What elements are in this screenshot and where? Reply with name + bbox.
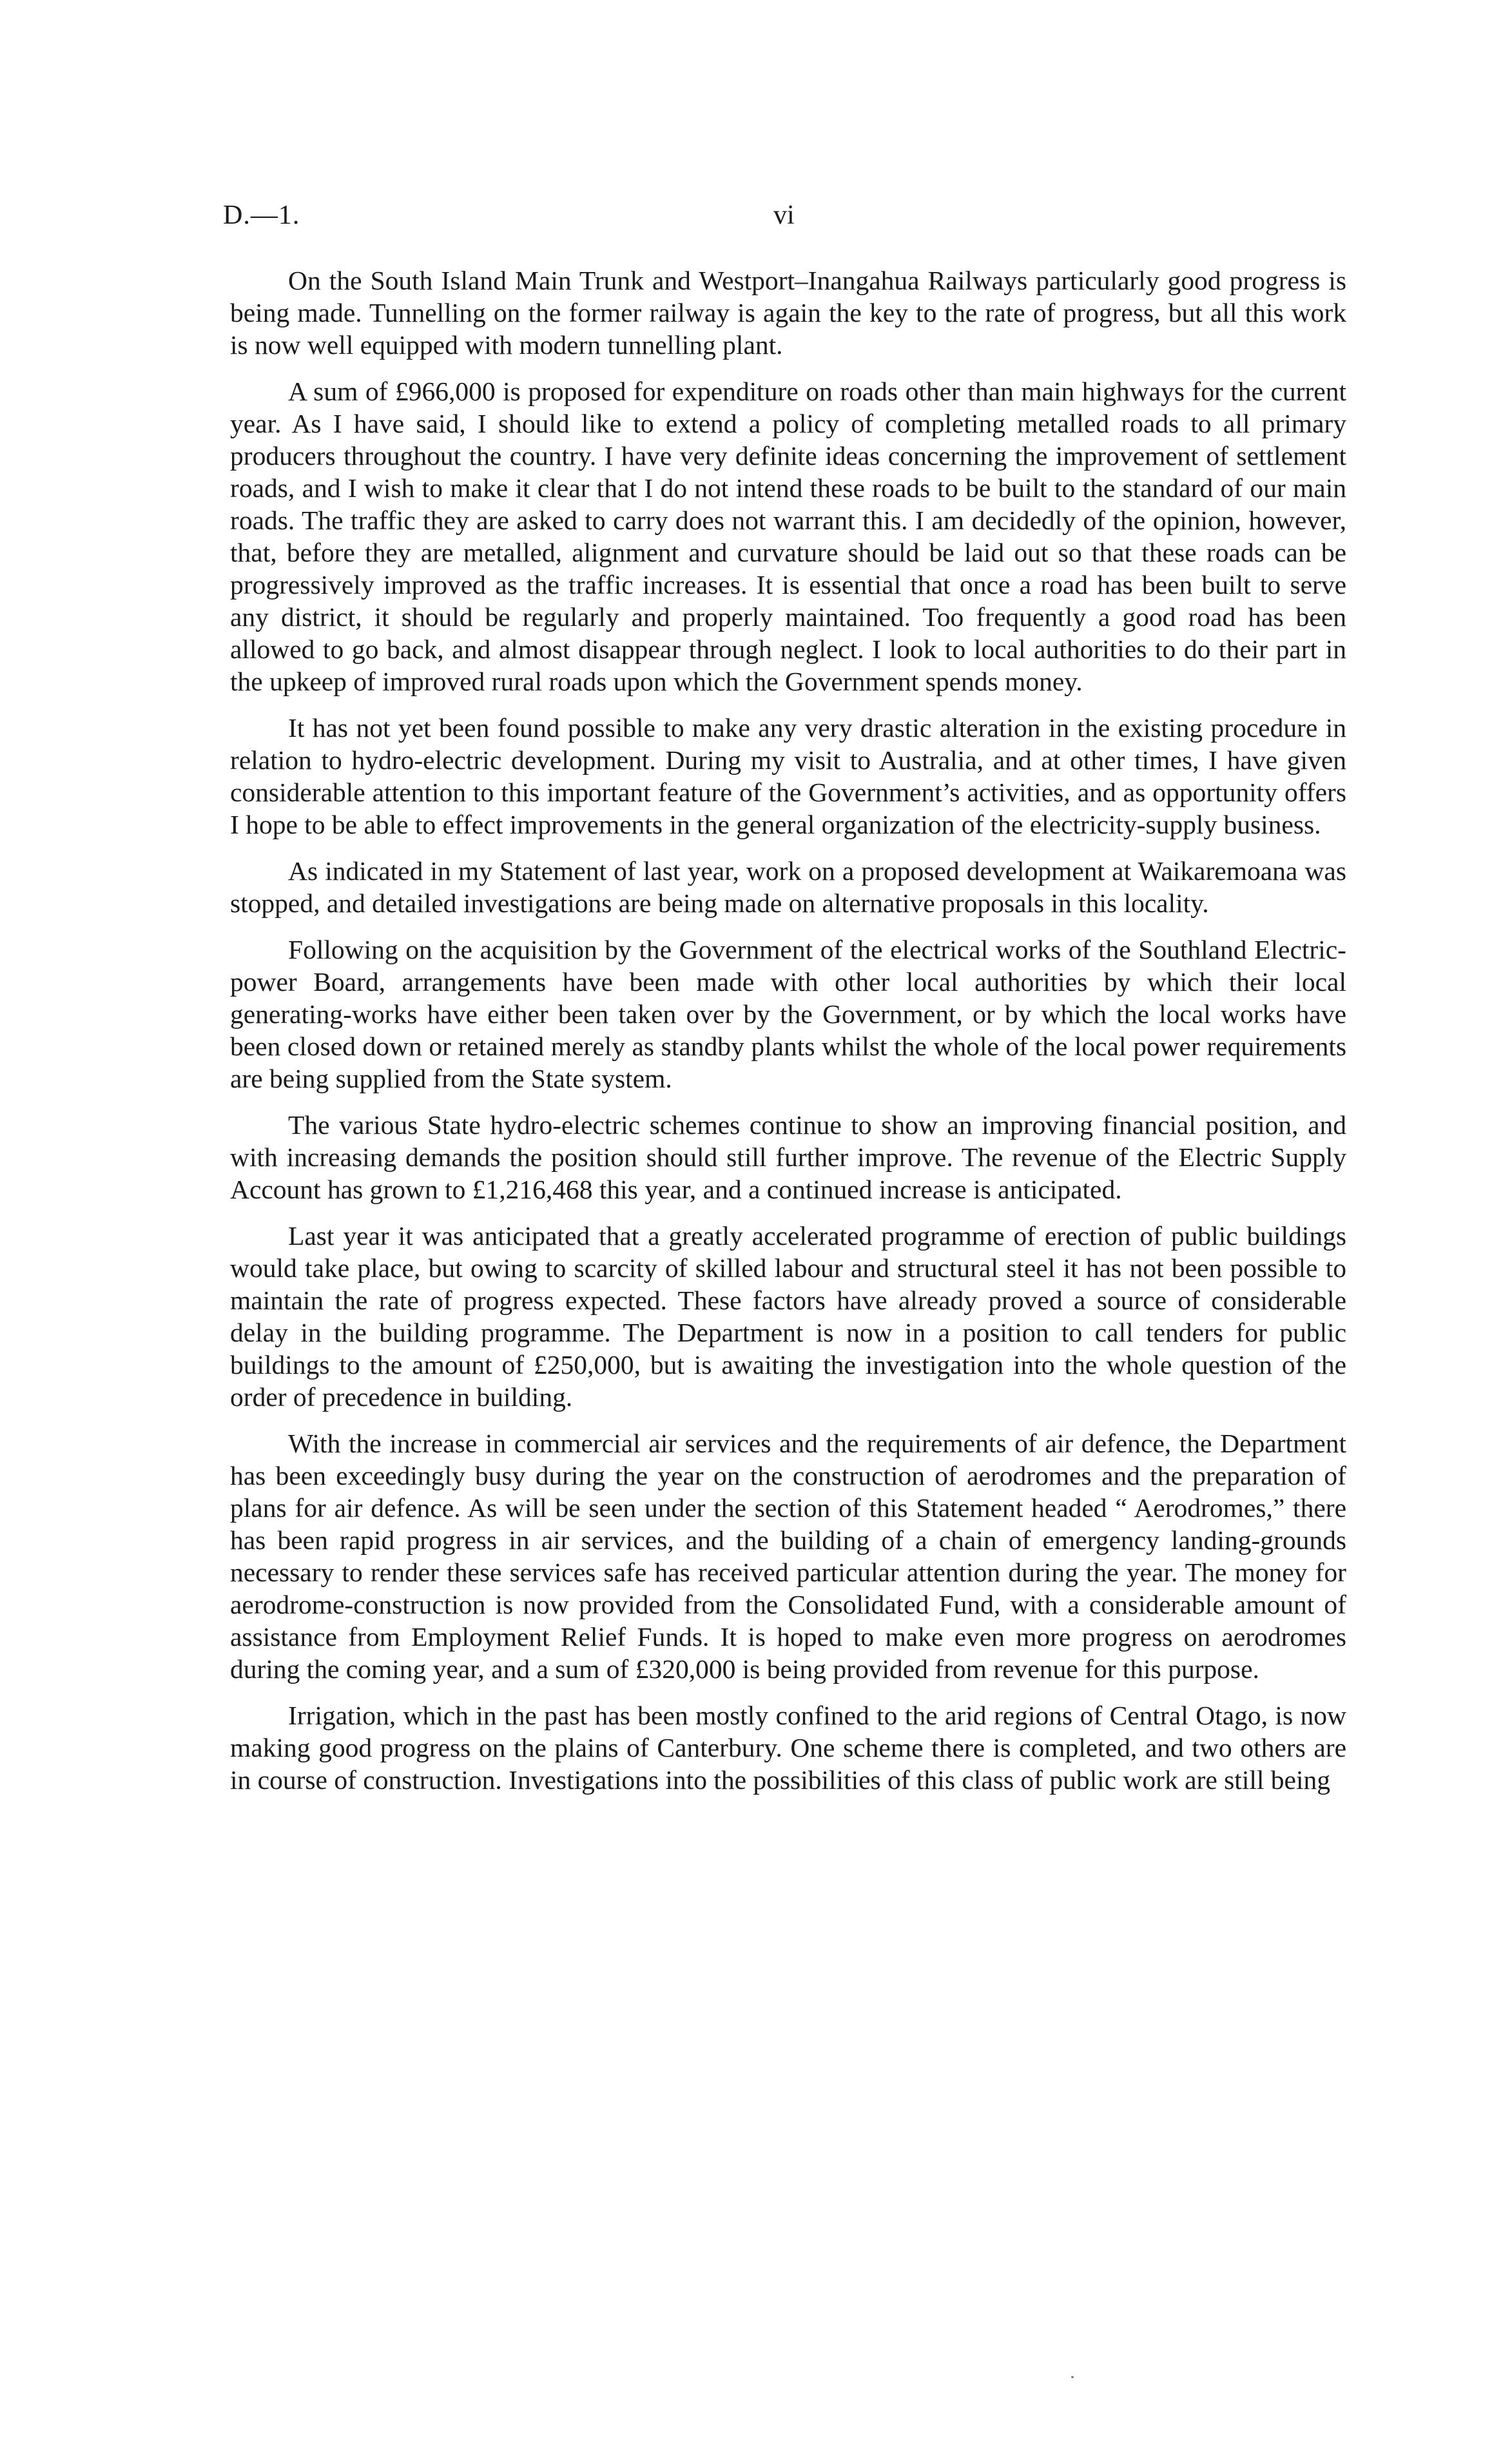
body-text xyxy=(230,264,1346,1810)
scan-speck xyxy=(1071,2376,1074,2378)
page-header xyxy=(219,200,1353,239)
page-number: vi xyxy=(773,200,795,230)
paragraph-waikaremoana: As indicated in my Statement of last year, work on a proposed development at Waikaremoana was stopped, and detailed investigations are being made on alternative proposals in this locality. xyxy=(230,856,1346,918)
paragraph-roads: A sum of £966,000 is proposed for expenditure on roads other than main highways for the current year. As I have said, I should like to extend a policy of completing metalled roads to all primary producers throughout the country. I have very definite ideas concerning the improvement of settlement roads, and I wish to make it clear that I do not intend these roads to be built to the standard of our main roads. The traffic they are asked to carry does not warrant this. I am decidedly of the opinion, however, that, before they are metalled, alignment and curvature should be laid out so that these roads can be progressively improved as the traffic increases. It is essential that once a road has been built to serve any district, it should be regularly and properly maintained. Too frequently a good road has been allowed to go back, and almost disappear through neglect. I look to local authorities to do their part in the upkeep of improved rural roads upon which the Government spends money. xyxy=(230,376,1346,696)
paragraph-hydro-electric: It has not yet been found possible to make any very drastic alteration in the existing procedure in relation to hydro-electric development. During my visit to Australia, and at other times, I have given considerable attention to this important feature of the Government’s activities, and as opportunity offers I hope to be able to effect improvements in the general organization of the electricity-supply business. xyxy=(230,713,1346,839)
paragraph-irrigation: Irrigation, which in the past has been mostly confined to the arid regions of Central Otago, is now making good progress on the plains of Canterbury. One scheme there is completed, and two others are in course of construction. Investigations into the possibilities of this class of public work are still being xyxy=(230,1701,1346,1795)
paragraph-southland: Following on the acquisition by the Government of the electrical works of the Southland Electric-power Board, arrangements have been made with other local authorities by which their local generating-works have either been taken over by the Government, or by which the local works have been closed down or retained merely as standby plants whilst the whole of the local power requirements are being supplied from the State system. xyxy=(230,935,1346,1093)
paragraph-railways: On the South Island Main Trunk and Westport–Inangahua Railways particularly good progress is being made. Tunnelling on the former railway is again the key to the rate of progress, but all this work is now well equipped with modern tunnelling plant. xyxy=(230,266,1346,360)
document-reference: D.—1. xyxy=(223,200,300,230)
paragraph-public-buildings: Last year it was anticipated that a greatly accelerated programme of erection of public buildings would take place, but owing to scarcity of skilled labour and structural steel it has not been possible to maintain the rate of progress expected. These factors have already proved a source of considerable delay in the building programme. The Department is now in a position to call tenders for public buildings to the amount of £250,000, but is awaiting the investigation into the whole question of the order of precedence in building. xyxy=(230,1221,1346,1412)
paragraph-electric-supply: The various State hydro-electric schemes continue to show an improving financial position, and with increasing demands the position should still further improve. The revenue of the Electric Supply Account has grown to £1,216,468 this year, and a continued increase is anticipated. xyxy=(230,1110,1346,1204)
paragraph-aerodromes: With the increase in commercial air services and the requirements of air defence, the Department has been exceedingly busy during the year on the construction of aerodromes and the preparation of plans for air defence. As will be seen under the section of this Statement headed “ Aerodromes,” there has been rapid progress in air services, and the building of a chain of emergency landing-grounds necessary to render these services safe has received particular attention during the year. The money for aerodrome-construction is now provided from the Consolidated Fund, with a considerable amount of assistance from Employment Relief Funds. It is hoped to make even more progress on aerodromes during the coming year, and a sum of £320,000 is being provided from revenue for this purpose. xyxy=(230,1429,1346,1684)
